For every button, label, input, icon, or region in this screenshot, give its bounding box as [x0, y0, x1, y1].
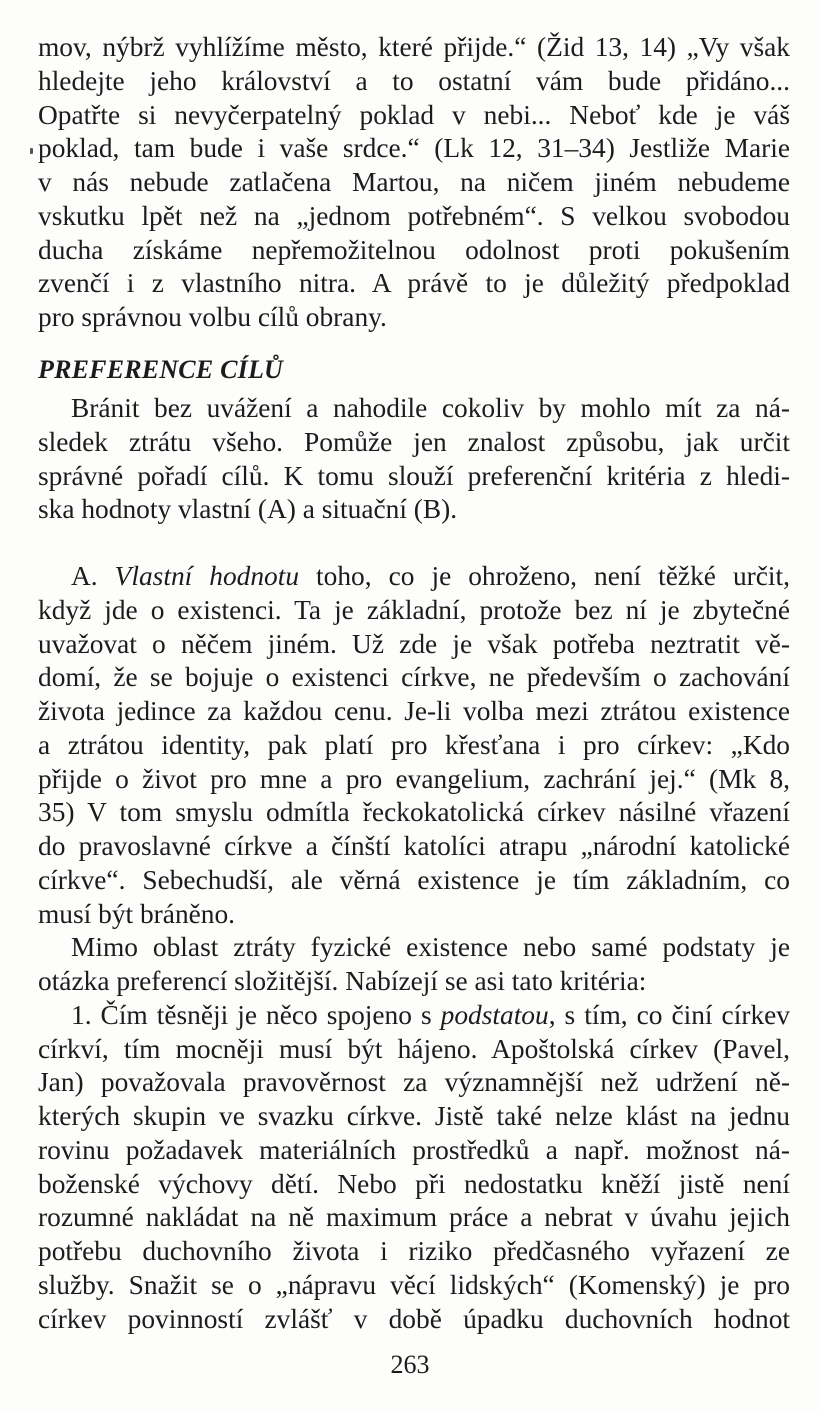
text-line: zvenčí i z vlastního nitra. A právě to je důležitý předpoklad	[38, 268, 790, 299]
text-line: potřebu duchovního života i riziko předčasného vyřazení ze	[38, 1236, 790, 1266]
text-line: sledek ztrátu všeho. Pomůže jen znalost způsobu, jak určit	[38, 426, 790, 457]
text-line: pro správnou volbu cílů obrany.	[38, 302, 387, 332]
inline-text: A.	[71, 561, 115, 591]
text-line: poklad, tam bude i vaše srdce.“ (Lk 12, 31–34) Jestliže Marie	[38, 133, 790, 164]
section-intro-paragraph	[38, 392, 790, 527]
page-number: 263	[390, 1350, 430, 1379]
margin-ink-mark	[30, 148, 33, 154]
text-line: kterých skupin ve svazku církve. Jistě také nelze klást na jednu	[38, 1101, 790, 1131]
text-line: 35) V tom smyslu odmítla řeckokatolická církev násilné vřazení	[38, 797, 790, 828]
section-heading: PREFERENCE CÍLŮ	[38, 355, 284, 384]
text-line: a ztrátou identity, pak platí pro křesťana i pro církev: „Kdo	[38, 729, 790, 760]
emphasis-text: Vlastní hodnotu	[114, 561, 300, 591]
text-line: rozumné nakládat na ně maximum práce a nebrat v úvahu jejich	[38, 1202, 790, 1233]
text-line: vskutku lpět než na „jednom potřebném“. S velkou svobodou	[38, 200, 790, 231]
text-line: ska hodnoty vlastní (A) a situační (B).	[38, 494, 458, 525]
text-line: přijde o život pro mne a pro evangelium, zachrání jej.“ (Mk 8,	[38, 763, 790, 794]
text-line: církev povinností zvlášť v době úpadku duchovních hodnot	[38, 1303, 790, 1334]
text-line: Opatřte si nevyčerpatelný poklad v nebi... Neboť kde je váš	[38, 99, 790, 130]
paragraph-a	[38, 560, 790, 1336]
text-line: musí být bráněno.	[38, 898, 236, 929]
text-line: do pravoslavné církve a čínští katolíci atrapu „národní katolické	[38, 831, 790, 861]
inline-text: toho, co je ohroženo, není těžké určit,	[299, 561, 790, 591]
text-line: Jan) považovala pravověrnost za významnější než udržení ně-	[38, 1067, 790, 1098]
text-line	[38, 560, 790, 594]
text-line: otázka preferencí složitější. Nabízejí se asi tato kritéria:	[38, 966, 647, 996]
text-line: ducha získáme nepřemožitelnou odolnost proti pokušením	[38, 234, 790, 265]
text-line: Mimo oblast ztráty fyzické existence nebo samé podstaty je	[71, 932, 790, 963]
text-line: církve“. Sebechudší, ale věrná existence je tím základním, co	[38, 864, 790, 895]
inline-text: 1. Čím těsněji je něco spojeno s	[71, 999, 441, 1030]
text-line: domí, že se bojuje o existenci církve, ne především o zachování	[38, 662, 790, 693]
text-line: služby. Snažit se o „nápravu věcí lidských“ (Komenský) je pro	[38, 1269, 790, 1300]
text-line: správné pořadí cílů. K tomu slouží preferenční kritéria z hledi-	[38, 460, 790, 491]
text-line: v nás nebude zatlačena Martou, na ničem jiném nebudeme	[38, 167, 790, 197]
emphasis-text: podstatou	[440, 999, 549, 1030]
text-line: života jedince za každou cenu. Je-li volba mezi ztrátou existence	[38, 696, 790, 726]
text-line: když jde o existenci. Ta je základní, protože bez ní je zbytečné	[38, 594, 790, 625]
text-line: církví, tím mocněji musí být hájeno. Apoštolská církev (Pavel,	[38, 1033, 790, 1064]
text-line	[38, 999, 790, 1033]
text-line: Bránit bez uvážení a nahodile cokoliv by mohlo mít za ná-	[71, 393, 790, 423]
text-line: rovinu požadavek materiálních prostředků a např. možnost ná-	[38, 1134, 790, 1165]
text-line: boženské výchovy dětí. Nebo při nedostatku kněží jistě není	[38, 1168, 790, 1199]
inline-text: , s tím, co činí církev	[548, 999, 790, 1030]
text-line: hledejte jeho království a to ostatní vám bude přidáno...	[38, 65, 790, 96]
text-line: uvažovat o něčem jiném. Už zde je však potřeba neztratit vě-	[38, 628, 790, 659]
text-line: mov, nýbrž vyhlížíme město, které přijde.“ (Žid 13, 14) „Vy však	[38, 32, 790, 62]
intro-paragraph	[38, 31, 790, 335]
